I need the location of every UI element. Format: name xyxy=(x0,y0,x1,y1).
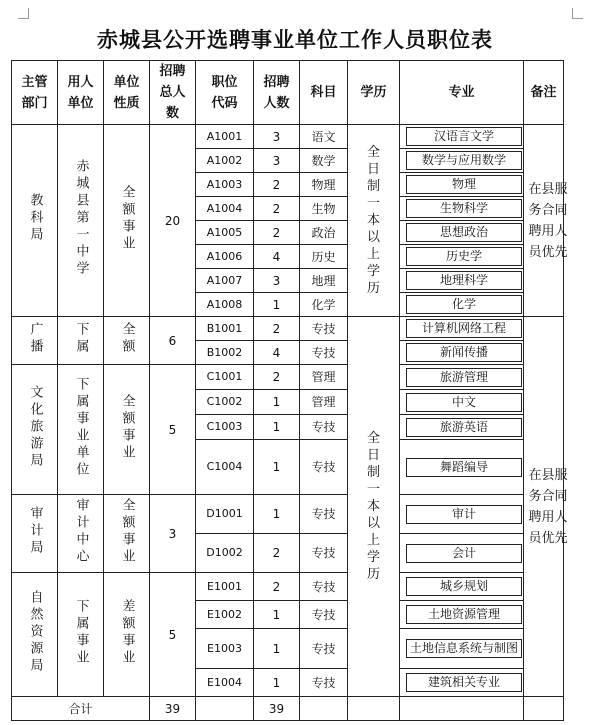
hire-count: 1 xyxy=(254,293,300,317)
empty-cell xyxy=(400,697,524,721)
major-cell xyxy=(400,125,524,149)
header-dept xyxy=(12,61,58,125)
cell-text: 会计 xyxy=(406,544,522,563)
cell-text: 用人单位 xyxy=(67,74,94,111)
hire-count: 1 xyxy=(254,440,300,495)
nature-cell xyxy=(104,125,150,317)
cell-text: 舞蹈编导 xyxy=(406,458,522,477)
header-row xyxy=(12,61,564,125)
cell-text: 历史学 xyxy=(406,247,522,266)
cell-text: 物理 xyxy=(406,175,522,194)
subject: 管理 xyxy=(300,390,348,415)
hire-count: 1 xyxy=(254,601,300,629)
major-cell xyxy=(400,534,524,573)
cell-text: 化学 xyxy=(406,295,522,314)
cell-text: 自然资源局 xyxy=(27,590,43,675)
document-title: 赤城县公开选聘事业单位工作人员职位表 xyxy=(97,27,493,52)
position-code: E1003 xyxy=(196,629,254,669)
cell-text: 旅游英语 xyxy=(406,418,522,437)
position-code: E1002 xyxy=(196,601,254,629)
cell-text: 全额事业 xyxy=(119,497,135,566)
cell-text: 差额事业 xyxy=(119,598,135,667)
total-cell: 3 xyxy=(150,495,196,573)
position-code: A1005 xyxy=(196,221,254,245)
position-code: C1004 xyxy=(196,440,254,495)
major-cell xyxy=(400,149,524,173)
empty-cell xyxy=(300,697,348,721)
nature-cell xyxy=(104,317,150,365)
major-cell xyxy=(400,669,524,697)
position-code: B1001 xyxy=(196,317,254,341)
cell-text: 教科局 xyxy=(27,193,43,244)
cell-text: 土地资源管理 xyxy=(406,605,522,624)
table-row xyxy=(12,365,564,390)
cell-text: 下属事业 xyxy=(73,598,89,667)
table-row xyxy=(12,317,564,341)
total-num: 39 xyxy=(254,697,300,721)
dept-cell xyxy=(12,365,58,495)
subject: 历史 xyxy=(300,245,348,269)
major-cell xyxy=(400,221,524,245)
subject: 专技 xyxy=(300,601,348,629)
subject: 专技 xyxy=(300,669,348,697)
subject: 政治 xyxy=(300,221,348,245)
total-cell: 5 xyxy=(150,573,196,697)
header-unit xyxy=(58,61,104,125)
subject: 化学 xyxy=(300,293,348,317)
major-cell xyxy=(400,341,524,365)
cell-text: 土地信息系统与制图 xyxy=(406,639,522,658)
subject: 管理 xyxy=(300,365,348,390)
header-total xyxy=(150,61,196,125)
major-cell xyxy=(400,629,524,669)
cell-text: 汉语言文学 xyxy=(406,127,522,146)
hire-count: 1 xyxy=(254,495,300,534)
table-row xyxy=(12,125,564,149)
header-nature xyxy=(104,61,150,125)
header-num xyxy=(254,61,300,125)
hire-count: 2 xyxy=(254,317,300,341)
position-code: A1003 xyxy=(196,173,254,197)
cell-text: 全额事业 xyxy=(119,393,135,462)
hire-count: 4 xyxy=(254,245,300,269)
hire-count: 2 xyxy=(254,534,300,573)
hire-count: 1 xyxy=(254,415,300,440)
total-row xyxy=(12,697,564,721)
cell-text: 全日制一本以上学历 xyxy=(366,145,380,296)
cell-text: 文化旅游局 xyxy=(27,385,43,470)
cell-text: 赤城县第一中学 xyxy=(73,159,89,278)
position-code: E1004 xyxy=(196,669,254,697)
total-cell: 5 xyxy=(150,365,196,495)
hire-count: 3 xyxy=(254,149,300,173)
total-cell: 20 xyxy=(150,125,196,317)
header-code xyxy=(196,61,254,125)
cell-text: 中文 xyxy=(406,393,522,412)
hire-count: 3 xyxy=(254,269,300,293)
education-cell xyxy=(348,317,400,697)
dept-cell xyxy=(12,317,58,365)
position-code: A1002 xyxy=(196,149,254,173)
hire-count: 2 xyxy=(254,221,300,245)
cell-text: 生物科学 xyxy=(406,199,522,218)
unit-cell xyxy=(58,365,104,495)
major-cell xyxy=(400,440,524,495)
cell-text: 全额事业 xyxy=(119,184,135,253)
nature-cell xyxy=(104,365,150,495)
hire-count: 4 xyxy=(254,341,300,365)
hire-count: 2 xyxy=(254,365,300,390)
subject: 物理 xyxy=(300,173,348,197)
position-code: C1002 xyxy=(196,390,254,415)
total-sum: 39 xyxy=(150,697,196,721)
note-cell xyxy=(524,125,568,317)
cell-text: 招聘总人数 xyxy=(159,64,186,121)
total-label: 合计 xyxy=(12,697,150,721)
cell-text: 思想政治 xyxy=(406,223,522,242)
subject: 专技 xyxy=(300,629,348,669)
subject: 语文 xyxy=(300,125,348,149)
cell-text: 职位代码 xyxy=(211,74,238,111)
table-row xyxy=(12,573,564,601)
nature-cell xyxy=(104,573,150,697)
cell-text: 单位性质 xyxy=(113,74,140,111)
major-cell xyxy=(400,245,524,269)
major-cell xyxy=(400,269,524,293)
cell-text: 下属 xyxy=(73,321,89,356)
subject: 生物 xyxy=(300,197,348,221)
subject: 专技 xyxy=(300,534,348,573)
table-row xyxy=(12,495,564,534)
cell-text: 数学与应用数学 xyxy=(406,151,522,170)
dept-cell xyxy=(12,573,58,697)
cell-text: 地理科学 xyxy=(406,271,522,290)
hire-count: 1 xyxy=(254,669,300,697)
major-cell xyxy=(400,173,524,197)
major-cell xyxy=(400,197,524,221)
header-education: 学历 xyxy=(348,61,400,125)
major-cell xyxy=(400,573,524,601)
major-cell xyxy=(400,390,524,415)
unit-cell xyxy=(58,125,104,317)
empty-cell xyxy=(348,697,400,721)
major-cell xyxy=(400,495,524,534)
empty-cell xyxy=(524,697,564,721)
position-code: A1001 xyxy=(196,125,254,149)
major-cell xyxy=(400,317,524,341)
hire-count: 2 xyxy=(254,173,300,197)
unit-cell xyxy=(58,573,104,697)
subject: 专技 xyxy=(300,341,348,365)
major-cell xyxy=(400,601,524,629)
cell-text: 全日制一本以上学历 xyxy=(366,431,380,582)
position-code: B1002 xyxy=(196,341,254,365)
cell-text: 审计中心 xyxy=(73,497,89,566)
education-cell xyxy=(348,125,400,317)
position-code: A1008 xyxy=(196,293,254,317)
hire-count: 1 xyxy=(254,390,300,415)
position-code: D1001 xyxy=(196,495,254,534)
cell-text: 旅游管理 xyxy=(406,368,522,387)
cell-text: 审计局 xyxy=(27,506,43,557)
major-cell xyxy=(400,293,524,317)
position-code: A1007 xyxy=(196,269,254,293)
position-code: C1003 xyxy=(196,415,254,440)
position-code: C1001 xyxy=(196,365,254,390)
hire-count: 3 xyxy=(254,125,300,149)
header-subject: 科目 xyxy=(300,61,348,125)
cell-text: 主管部门 xyxy=(21,74,48,111)
unit-cell xyxy=(58,317,104,365)
subject: 专技 xyxy=(300,573,348,601)
subject: 专技 xyxy=(300,440,348,495)
position-code: E1001 xyxy=(196,573,254,601)
cell-text: 全额 xyxy=(119,321,135,356)
subject: 地理 xyxy=(300,269,348,293)
hire-count: 1 xyxy=(254,629,300,669)
position-code: A1004 xyxy=(196,197,254,221)
subject: 专技 xyxy=(300,495,348,534)
cell-text: 广播 xyxy=(27,321,43,356)
position-code: A1006 xyxy=(196,245,254,269)
cell-text: 城乡规划 xyxy=(406,577,522,596)
page-corner-mark xyxy=(572,8,583,19)
page-corner-mark xyxy=(18,8,29,19)
subject: 专技 xyxy=(300,415,348,440)
cell-text: 在县服务合同聘用人员优先 xyxy=(528,467,568,546)
major-cell xyxy=(400,415,524,440)
header-note: 备注 xyxy=(524,61,564,125)
dept-cell xyxy=(12,495,58,573)
nature-cell xyxy=(104,495,150,573)
cell-text: 新闻传播 xyxy=(406,343,522,362)
cell-text: 建筑相关专业 xyxy=(406,673,522,692)
cell-text: 审计 xyxy=(406,505,522,524)
subject: 数学 xyxy=(300,149,348,173)
cell-text: 招聘人数 xyxy=(263,74,290,111)
dept-cell xyxy=(12,125,58,317)
cell-text: 下属事业单位 xyxy=(73,376,89,479)
total-cell: 6 xyxy=(150,317,196,365)
header-major: 专业 xyxy=(400,61,524,125)
positions-table xyxy=(11,60,568,721)
note-cell xyxy=(524,317,568,697)
major-cell xyxy=(400,365,524,390)
position-code: D1002 xyxy=(196,534,254,573)
cell-text: 计算机网络工程 xyxy=(406,319,522,338)
hire-count: 2 xyxy=(254,197,300,221)
unit-cell xyxy=(58,495,104,573)
cell-text: 在县服务合同聘用人员优先 xyxy=(528,181,568,260)
subject: 专技 xyxy=(300,317,348,341)
hire-count: 2 xyxy=(254,573,300,601)
empty-cell xyxy=(196,697,254,721)
